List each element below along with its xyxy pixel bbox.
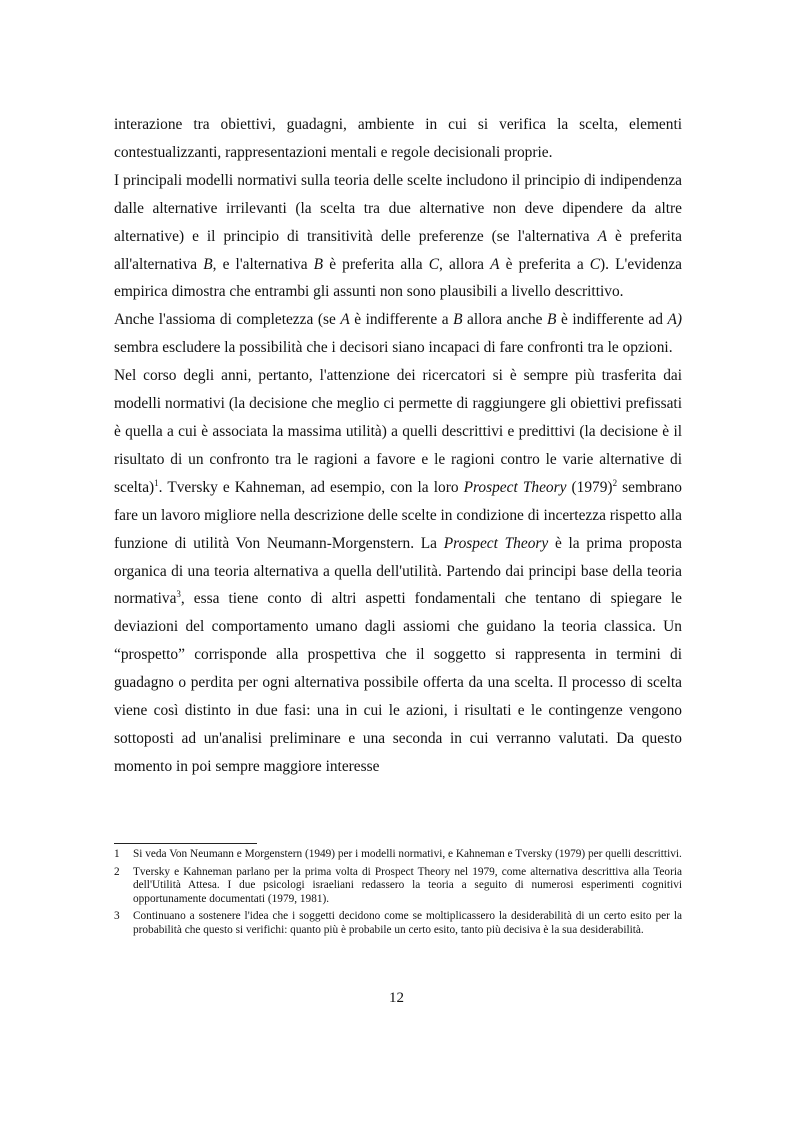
footnote-ref-1[interactable]: 1 <box>154 477 159 488</box>
footnote-ref-3[interactable]: 3 <box>176 589 181 600</box>
text-run: , allora <box>438 255 491 273</box>
footnotes <box>114 848 682 942</box>
variable-b: B <box>453 311 463 329</box>
text-run: allora anche <box>462 311 548 329</box>
paragraph-1-text: interazione tra obiettivi, guadagni, ambiente in cui si verifica la scelta, elementi contestualizzanti, rappresentazioni mentali e regole decisionali proprie. <box>114 116 682 161</box>
text-run: è la prima proposta organica di una teoria alternativa a quella dell'utilità. Partendo dai principi base della teoria normativa <box>114 534 682 608</box>
variable-c: C <box>589 255 601 273</box>
text-run: , essa tiene conto di altri aspetti fondamentali che tentano di spiegare le deviazioni del comportamento umano dagli assiomi che guidano la teoria classica. Un “prospetto” corrisponde alla prospettiva che il soggetto si rappresenta in termini di guadagno o perdita per ogni alternativa possibile offerta da una scelta. Il processo di scelta viene così distinto in due fasi: una in cui le azioni, i risultati e le contingenze vengono sottoposti ad un'analisi preliminare e una seconda in cui verranno valutati. Da questo momento in poi sempre maggiore interesse <box>114 590 682 775</box>
variable-a: A <box>490 255 500 273</box>
paragraph-2 <box>114 167 682 307</box>
footnote-text: Si veda Von Neumann e Morgenstern (1949) per i modelli normativi, e Kahneman e Tversky (1979) per quelli descrittivi. <box>133 848 682 860</box>
footnote-number: 2 <box>114 865 120 878</box>
footnote-separator <box>114 843 257 844</box>
footnote-number: 3 <box>114 910 120 923</box>
text-run: (1979) <box>566 478 613 496</box>
text-run: è preferita alla <box>323 255 429 273</box>
variable-c: C <box>428 255 439 273</box>
paragraph-3 <box>114 306 682 362</box>
text-run: è indifferente ad <box>556 311 668 329</box>
text-run: è preferita a <box>499 255 590 273</box>
text-run: , e l'alternativa <box>212 255 314 273</box>
text-run: Anche l'assioma di completezza (se <box>114 311 341 329</box>
text-run: . Tversky e Kahneman, ad esempio, con la loro <box>158 478 464 496</box>
text-run: è preferita all'alternativa <box>114 227 682 273</box>
variable-a: A <box>597 227 608 245</box>
footnote-3 <box>114 910 682 937</box>
footnote-2 <box>114 866 682 907</box>
footnote-text: Continuano a sostenere l'idea che i soggetti decidono come se moltiplicassero la desiderabilità di un certo esito per la probabilità che questo si verifichi: quanto più è probabile un certo esito, tanto più decisiva è la sua desiderabilità. <box>133 910 682 936</box>
text-run: Nel corso degli anni, pertanto, l'attenzione dei ricercatori si è sempre più trasferita dai modelli normativi (la decisione che meglio ci permette di raggiungere gli obiettivi prefissati è quella a cui è associata la massima utilità) a quelli descrittivi e predittivi (la decisione è il risultato di un confronto tra le ragioni a favore e le ragioni contro le varie alternative di scelta) <box>114 367 682 496</box>
paragraph-4 <box>114 362 682 781</box>
footnote-number: 1 <box>114 848 120 860</box>
text-run: è indifferente a <box>349 311 454 329</box>
footnote-text: Tversky e Kahneman parlano per la prima volta di Prospect Theory nel 1979, come alternativa descrittiva alla Teoria dell'Utilità Attesa. I due psicologi israeliani redassero la teoria a seguito di numerosi esperimenti cognitivi opportunamente documentati (1979, 1981). <box>133 865 682 905</box>
footnote-ref-2[interactable]: 2 <box>612 477 618 488</box>
paragraph-1 <box>114 111 682 167</box>
text-run: sembrano fare un lavoro migliore nella descrizione delle scelte in condizione di incertezza rispetto alla funzione di utilità Von Neumann-Morgenstern. La <box>114 478 682 552</box>
footnote-1 <box>114 848 682 862</box>
text-run: I principali modelli normativi sulla teoria delle scelte includono il principio di indipendenza dalle alternative irrilevanti (la scelta tra due alternative non deve dipendere da altre alternative) e il principio di transitività delle preferenze (se l'alternativa <box>114 171 682 245</box>
variable-b: B <box>547 311 557 329</box>
variable-a: A) <box>667 311 682 329</box>
variable-b: B <box>203 255 213 273</box>
variable-b: B <box>313 255 324 273</box>
variable-a: A <box>340 311 350 329</box>
page-number: 12 <box>389 990 404 1006</box>
prospect-theory-italic: Prospect Theory <box>463 478 567 496</box>
text-run: ). L'evidenza empirica dimostra che entrambi gli assunti non sono plausibili a livello descrittivo. <box>114 255 682 301</box>
prospect-theory-italic: Prospect Theory <box>443 534 549 552</box>
text-run: sembra escludere la possibilità che i decisori siano incapaci di fare confronti tra le opzioni. <box>114 339 673 357</box>
body-text <box>114 111 682 781</box>
